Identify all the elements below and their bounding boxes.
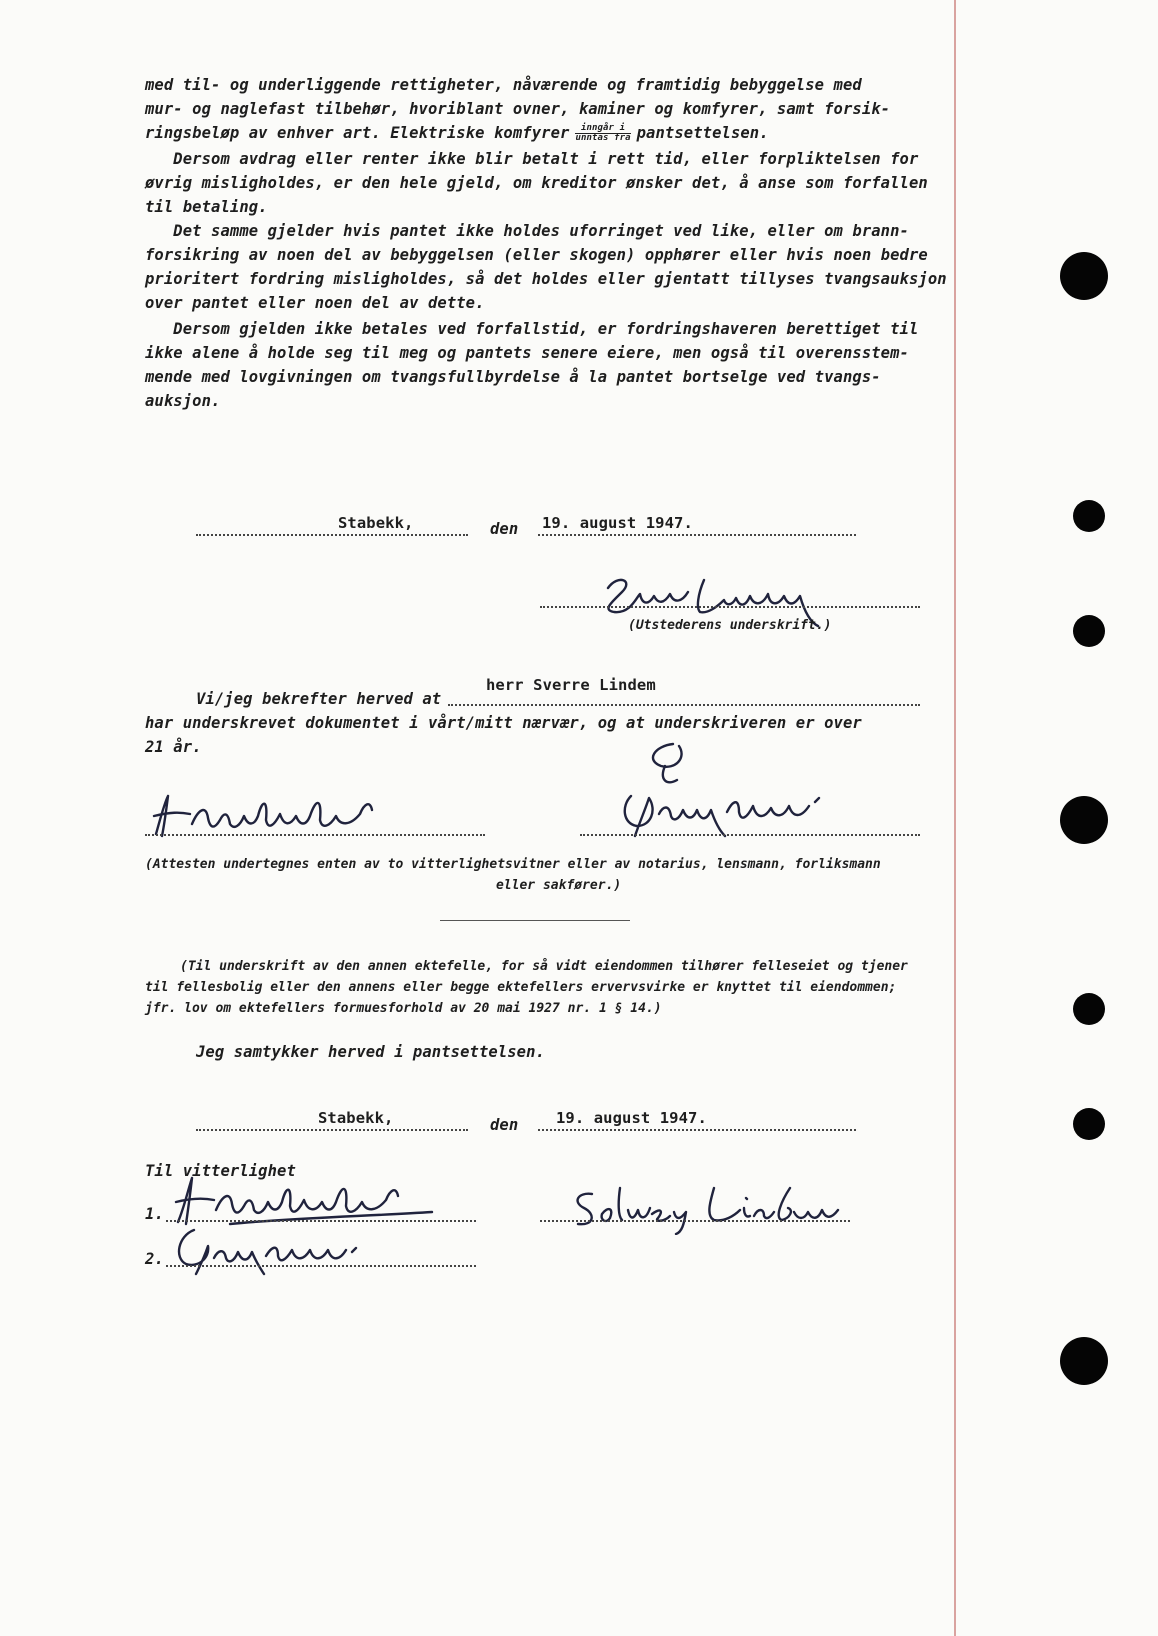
section-divider [440,920,630,921]
spouse-date: 19. august 1947. [556,1109,707,1127]
text-line: auksjon. [145,392,221,410]
witness-signature-left [150,790,390,840]
paragraph-collateral [145,76,925,146]
witness-1-number: 1. [145,1205,164,1223]
confirmation-name: herr Sverre Lindem [486,676,656,694]
witness-2-dots [166,1265,476,1267]
attest-note-1: (Attesten undertegnes enten av to vitterlighetsvitner eller av notarius, lensmann, forliksmann [145,857,881,872]
text-line: mur- og naglefast tilbehør, hvoriblant ovner, kaminer og komfyrer, samt forsik- [145,100,891,118]
place-dots [196,534,468,536]
text-line: øvrig misligholdes, er den hele gjeld, om kreditor ønsker det, å anse som forfallen [145,174,928,192]
witness-right-dots [580,834,920,836]
binder-hole-1 [1060,252,1108,300]
text-line: over pantet eller noen del av dette. [145,294,485,312]
text-line: Det samme gjelder hvis pantet ikke holdes uforringet ved like, eller om brann- [145,222,909,240]
text-line: Dersom gjelden ikke betales ved forfallstid, er fordringshaveren berettiget til [145,320,919,338]
text-line: forsikring av noen del av bebyggelsen (eller skogen) opphører eller hvis noen bedre [145,246,928,264]
spouse-place-dots [196,1129,468,1131]
issuer-signature-dots [540,606,920,608]
fraction-inngar-unntas: $\frac{\text{inngår i}}{\text{unntas fra}}$ [575,123,631,143]
issuer-signature-caption: (Utstederens underskrift.) [628,618,832,633]
text-line: ikke alene å holde seg til meg og pantets senere eiere, men også til overensstem- [145,344,909,362]
spouse-date-dots [538,1129,856,1131]
witness-left-dots [145,834,485,836]
spouse-den-label: den [490,1116,519,1134]
issuer-date: 19. august 1947. [542,514,693,532]
confirmation-name-dots [448,704,920,706]
text-line: Dersom avdrag eller renter ikke blir betalt i rett tid, eller forpliktelsen for [145,150,919,168]
witness-1-signature [170,1172,440,1227]
issuer-den-label: den [490,520,519,538]
paragraph-deterioration [145,222,947,317]
confirmation-line-2: har underskrevet dokumentet i vårt/mitt nærvær, og at underskriveren er over [145,714,862,732]
binder-hole-5 [1073,993,1105,1025]
text-line: til betaling. [145,198,268,216]
spouse-place: Stabekk, [318,1109,394,1127]
confirmation-line-3: 21 år. [145,738,202,756]
binder-hole-2 [1073,500,1105,532]
spouse-note-1: (Til underskrift av den annen ektefelle, for så vidt eiendommen tilhører felleseiet og tjener [180,959,908,974]
text-line: prioritert fordring misligholdes, så det holdes eller gjentatt tillyses tvangsauksjon [145,270,947,288]
witness-2-number: 2. [145,1250,164,1268]
text-line: mende med lovgivningen om tvangsfullbyrdelse å la pantet bortselge ved tvangs- [145,368,881,386]
date-dots [538,534,856,536]
binder-hole-4 [1060,796,1108,844]
spouse-signature [568,1180,858,1235]
binder-hole-6 [1073,1108,1105,1140]
paragraph-enforcement [145,320,925,415]
attest-note-2: eller sakfører.) [496,878,622,893]
margin-line [954,0,956,1636]
spouse-signature-dots [540,1220,850,1222]
text-line: ringsbeløp av enhver art. Elektriske komfyrer $\frac{\text{inngår i}}{\text{unntas fra}}$ pantsettelsen. [145,123,769,143]
confirmation-lead: Vi/jeg bekrefter herved at [196,690,442,708]
binder-hole-3 [1073,615,1105,647]
paragraph-default [145,150,928,220]
spouse-note-2: til fellesbolig eller den annens eller begge ektefellers ervervsvirke er knyttet til eiendommen; [145,980,897,995]
spouse-note-3: jfr. lov om ektefellers formuesforhold av 20 mai 1927 nr. 1 § 14.) [145,1001,662,1016]
text-line: med til- og underliggende rettigheter, nåværende og framtidig bebyggelse med [145,76,862,94]
binder-hole-7 [1060,1337,1108,1385]
issuer-place: Stabekk, [338,514,414,532]
witness-signature-right [615,740,845,840]
witness-label: Til vitterlighet [145,1162,296,1180]
spouse-consent: Jeg samtykker herved i pantsettelsen. [196,1043,545,1061]
witness-2-signature [170,1222,370,1277]
